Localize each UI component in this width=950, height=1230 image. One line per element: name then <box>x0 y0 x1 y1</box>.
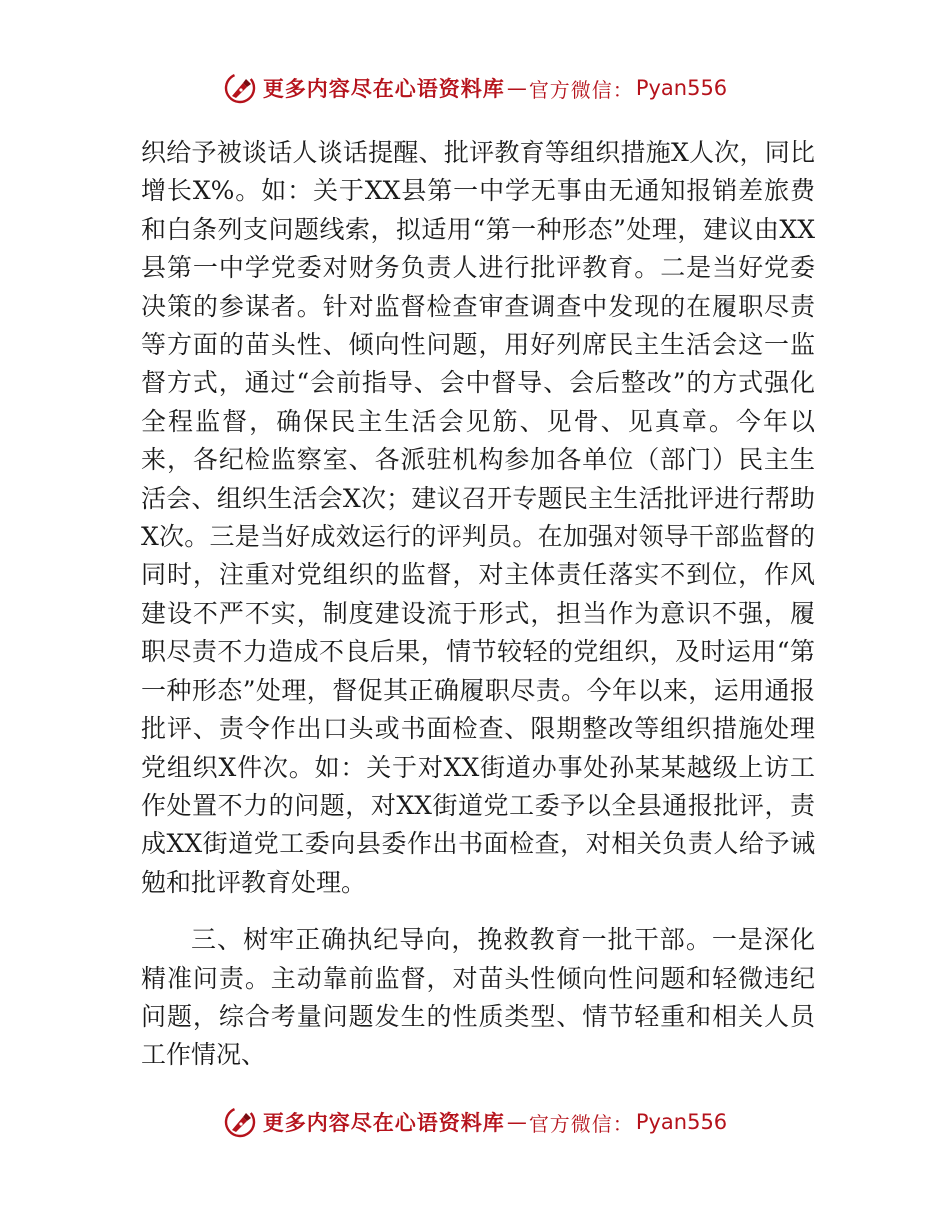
footer-dash: — <box>506 1110 527 1134</box>
header-wechat-label: 官方微信： <box>528 77 634 102</box>
pen-nib-logo-icon <box>223 1105 257 1139</box>
pen-nib-logo-icon <box>223 71 257 105</box>
header-brand-text: 更多内容尽在心语资料库 <box>262 77 505 101</box>
body-paragraph-2: 三、树牢正确执纪导向，挽救教育一批干部。一是深化精准问责。主动靠前监督，对苗头性倾向性问题和轻微违纪问题，综合考量问题发生的性质类型、情节轻重和相关人员工作情况、 <box>141 925 815 1070</box>
document-body <box>141 134 815 1075</box>
header-wechat-account: Pyan556 <box>635 76 728 100</box>
body-paragraph-1: 织给予被谈话人谈话提醒、批评教育等组织措施X人次，同比增长X%。如：关于XX县第一中学无事由无通知报销差旅费和白条列支问题线索，拟适用“第一种形态”处理，建议由XX县第一中学党委对财务负责人进行批评教育。二是当好党委决策的参谋者。针对监督检查审查调查中发现的在履职尽责等方面的苗头性、倾向性问题，用好列席民主生活会这一监督方式，通过“会前指导、会中督导、会后整改”的方式强化全程监督，确保民主生活会见筋、见骨、见真章。今年以来，各纪检监察室、各派驻机构参加各单位（部门）民主生活会、组织生活会X次；建议召开专题民主生活批评进行帮助X次。三是当好成效运行的评判员。在加强对领导干部监督的同时，注重对党组织的监督，对主体责任落实不到位，作风建设不严不实，制度建设流于形式，担当作为意识不强，履职尽责不力造成不良后果，情节较轻的党组织，及时运用“第一种形态”处理，督促其正确履职尽责。今年以来，运用通报批评、责令作出口头或书面检查、限期整改等组织措施处理党组织X件次。如：关于对XX街道办事处孙某某越级上访工作处置不力的问题，对XX街道党工委予以全县通报批评，责成XX街道党工委向县委作出书面检查，对相关负责人给予诫勉和批评教育处理。 <box>141 138 815 897</box>
footer-wechat-account: Pyan556 <box>635 1110 728 1134</box>
header-watermark-banner <box>0 68 950 108</box>
footer-brand-text: 更多内容尽在心语资料库 <box>262 1111 505 1135</box>
header-dash: — <box>506 76 527 100</box>
footer-watermark-banner <box>0 1102 950 1142</box>
footer-wechat-label: 官方微信： <box>528 1111 634 1136</box>
